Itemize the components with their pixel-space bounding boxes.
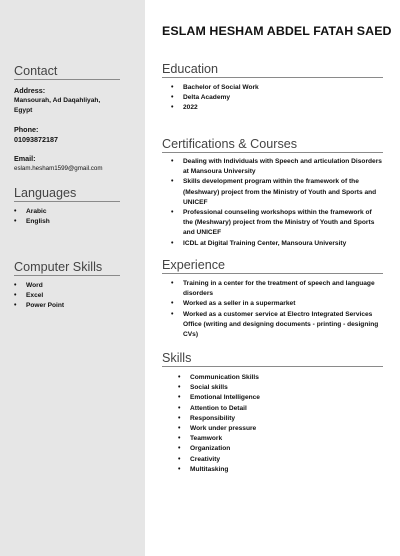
list-item: • Multitasking — [190, 465, 370, 475]
list-item: • Training in a center for the treatment of speech and language disorders — [183, 279, 383, 299]
list-item: • Attention to Detail — [190, 404, 370, 414]
phone-label: Phone: — [14, 125, 39, 134]
contact-heading: Contact — [14, 64, 120, 80]
list-item: • Communication Skills — [190, 373, 370, 383]
list-item: • Creativity — [190, 455, 370, 465]
languages-list — [26, 207, 50, 227]
experience-heading: Experience — [162, 258, 383, 274]
certifications-heading: Certifications & Courses — [162, 137, 383, 153]
skills-heading: Skills — [162, 351, 383, 367]
list-item: • Arabic — [26, 207, 50, 217]
list-item: • Worked as a seller in a supermarket — [183, 299, 383, 309]
list-item: • Power Point — [26, 301, 64, 311]
address-line-2: Egypt — [14, 107, 33, 114]
computer-skills-heading: Computer Skills — [14, 260, 120, 276]
skills-list — [190, 373, 370, 475]
list-item: • English — [26, 217, 50, 227]
education-heading: Education — [162, 62, 383, 78]
list-item: • Dealing with Individuals with Speech and articulation Disorders at Mansoura University — [183, 157, 383, 177]
candidate-name: ESLAM HESHAM ABDEL FATAH SAED — [162, 24, 392, 38]
education-list — [183, 83, 383, 114]
experience-list — [183, 279, 383, 340]
email-label: Email: — [14, 154, 36, 163]
list-item: • ICDL at Digital Training Center, Mansoura University — [183, 239, 383, 249]
list-item: • Work under pressure — [190, 424, 370, 434]
computer-skills-list — [26, 281, 64, 312]
list-item: • Excel — [26, 291, 64, 301]
list-item: • Responsibility — [190, 414, 370, 424]
list-item: • 2022 — [183, 103, 383, 113]
languages-heading: Languages — [14, 186, 120, 202]
list-item: • Organization — [190, 444, 370, 454]
list-item: • Social skills — [190, 383, 370, 393]
sidebar — [0, 0, 145, 556]
address-label: Address: — [14, 86, 46, 95]
address-line-1: Mansourah, Ad Daqahliyah, — [14, 97, 101, 104]
list-item: • Bachelor of Social Work — [183, 83, 383, 93]
list-item: • Emotional Intelligence — [190, 393, 370, 403]
list-item: • Professional counseling workshops within the framework of the (Meshwary) project from the Ministry of Youth and Sports and UNICEF — [183, 208, 383, 239]
list-item: • Delta Academy — [183, 93, 383, 103]
list-item: • Teamwork — [190, 434, 370, 444]
certifications-list — [183, 157, 383, 249]
email-value: eslam.hesham1599@gmail.com — [14, 165, 103, 172]
list-item: • Skills development program within the framework of the (Meshwary) project from the Ministry of Youth and Sports and UNICEF — [183, 177, 383, 208]
list-item: • Worked as a customer service at Electro Integrated Services Office (writing and designing documents - printing - designing CVs) — [183, 310, 383, 341]
list-item: • Word — [26, 281, 64, 291]
phone-value: 01093872187 — [14, 135, 58, 144]
